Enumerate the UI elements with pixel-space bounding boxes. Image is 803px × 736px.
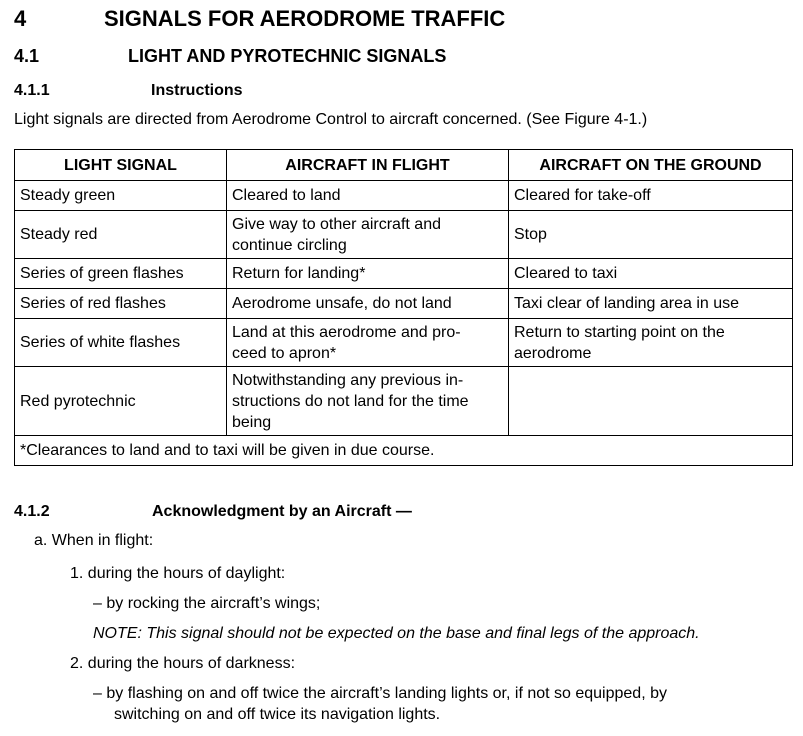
cell-flight bbox=[227, 289, 509, 319]
cell-flight bbox=[227, 367, 509, 436]
header-light-signal: LIGHT SIGNAL bbox=[15, 150, 227, 181]
cell-ground bbox=[509, 181, 793, 211]
approach-note: NOTE: This signal should not be expected on the base and final legs of the approach. bbox=[93, 625, 700, 642]
cell-flight bbox=[227, 181, 509, 211]
table-row bbox=[15, 319, 793, 367]
cell-signal: Steady red bbox=[15, 211, 227, 259]
table-footnote-row bbox=[15, 436, 793, 466]
cell-text: Cleared for take-off bbox=[514, 187, 651, 204]
cell-ground bbox=[509, 319, 793, 367]
cell-signal: Series of white flashes bbox=[15, 319, 227, 367]
table-row bbox=[15, 289, 793, 319]
cell-signal: Steady green bbox=[15, 181, 227, 211]
cell-text: Cleared to taxi bbox=[514, 265, 618, 282]
cell-ground bbox=[509, 289, 793, 319]
header-aircraft-on-ground: AIRCRAFT ON THE GROUND bbox=[509, 150, 793, 181]
section-number: 4 bbox=[14, 6, 27, 31]
header-aircraft-in-flight: AIRCRAFT IN FLIGHT bbox=[227, 150, 509, 181]
acknowledgment-number: 4.1.2 bbox=[14, 503, 50, 520]
table-footnote: *Clearances to land and to taxi will be given in due course. bbox=[15, 436, 793, 466]
table-row bbox=[15, 259, 793, 289]
subsection-title: LIGHT AND PYROTECHNIC SIGNALS bbox=[128, 46, 447, 66]
cell-text: ceed to apron* bbox=[232, 344, 337, 362]
item-a-in-flight: a. When in flight: bbox=[34, 532, 154, 549]
cell-text: Notwithstanding any previous in- bbox=[232, 371, 464, 389]
cell-text: Return to starting point on the bbox=[514, 323, 725, 341]
cell-text: Give way to other aircraft and bbox=[232, 215, 441, 233]
section-title: SIGNALS FOR AERODROME TRAFFIC bbox=[104, 6, 506, 31]
instructions-number: 4.1.1 bbox=[14, 82, 50, 99]
item-1-daylight: 1. during the hours of daylight: bbox=[70, 565, 286, 582]
cell-text: continue circling bbox=[232, 236, 347, 254]
subsection-number: 4.1 bbox=[14, 46, 40, 66]
cell-text: being bbox=[232, 413, 272, 431]
cell-text: Land at this aerodrome and pro- bbox=[232, 323, 461, 341]
cell-text: aerodrome bbox=[514, 344, 592, 362]
item-2-dash-line2: switching on and off twice its navigation lights. bbox=[114, 706, 441, 723]
cell-flight bbox=[227, 259, 509, 289]
table-row bbox=[15, 181, 793, 211]
item-2-darkness: 2. during the hours of darkness: bbox=[70, 655, 296, 672]
cell-ground bbox=[509, 211, 793, 259]
cell-text: Stop bbox=[514, 226, 547, 243]
table-header-row bbox=[15, 150, 793, 181]
cell-signal: Series of green flashes bbox=[15, 259, 227, 289]
cell-ground bbox=[509, 259, 793, 289]
table-row bbox=[15, 211, 793, 259]
table-row bbox=[15, 367, 793, 436]
cell-text: Return for landing* bbox=[232, 265, 366, 282]
cell-text: Taxi clear of landing area in use bbox=[514, 295, 740, 312]
cell-text: structions do not land for the time bbox=[232, 392, 469, 410]
instructions-title: Instructions bbox=[151, 82, 243, 99]
cell-text: Aerodrome unsafe, do not land bbox=[232, 295, 452, 312]
cell-signal: Series of red flashes bbox=[15, 289, 227, 319]
cell-flight bbox=[227, 211, 509, 259]
cell-flight bbox=[227, 319, 509, 367]
cell-ground bbox=[509, 367, 793, 436]
cell-text: Cleared to land bbox=[232, 187, 341, 204]
cell-signal: Red pyrotechnic bbox=[15, 367, 227, 436]
light-signals-table bbox=[14, 149, 793, 466]
item-2-dash-line1: – by flashing on and off twice the aircraft’s landing lights or, if not so equipped, by bbox=[93, 685, 667, 702]
instructions-text: Light signals are directed from Aerodrome Control to aircraft concerned. (See Figure 4-1.) bbox=[14, 111, 648, 128]
acknowledgment-title: Acknowledgment by an Aircraft — bbox=[152, 503, 412, 520]
item-1-dash: – by rocking the aircraft’s wings; bbox=[93, 595, 321, 612]
